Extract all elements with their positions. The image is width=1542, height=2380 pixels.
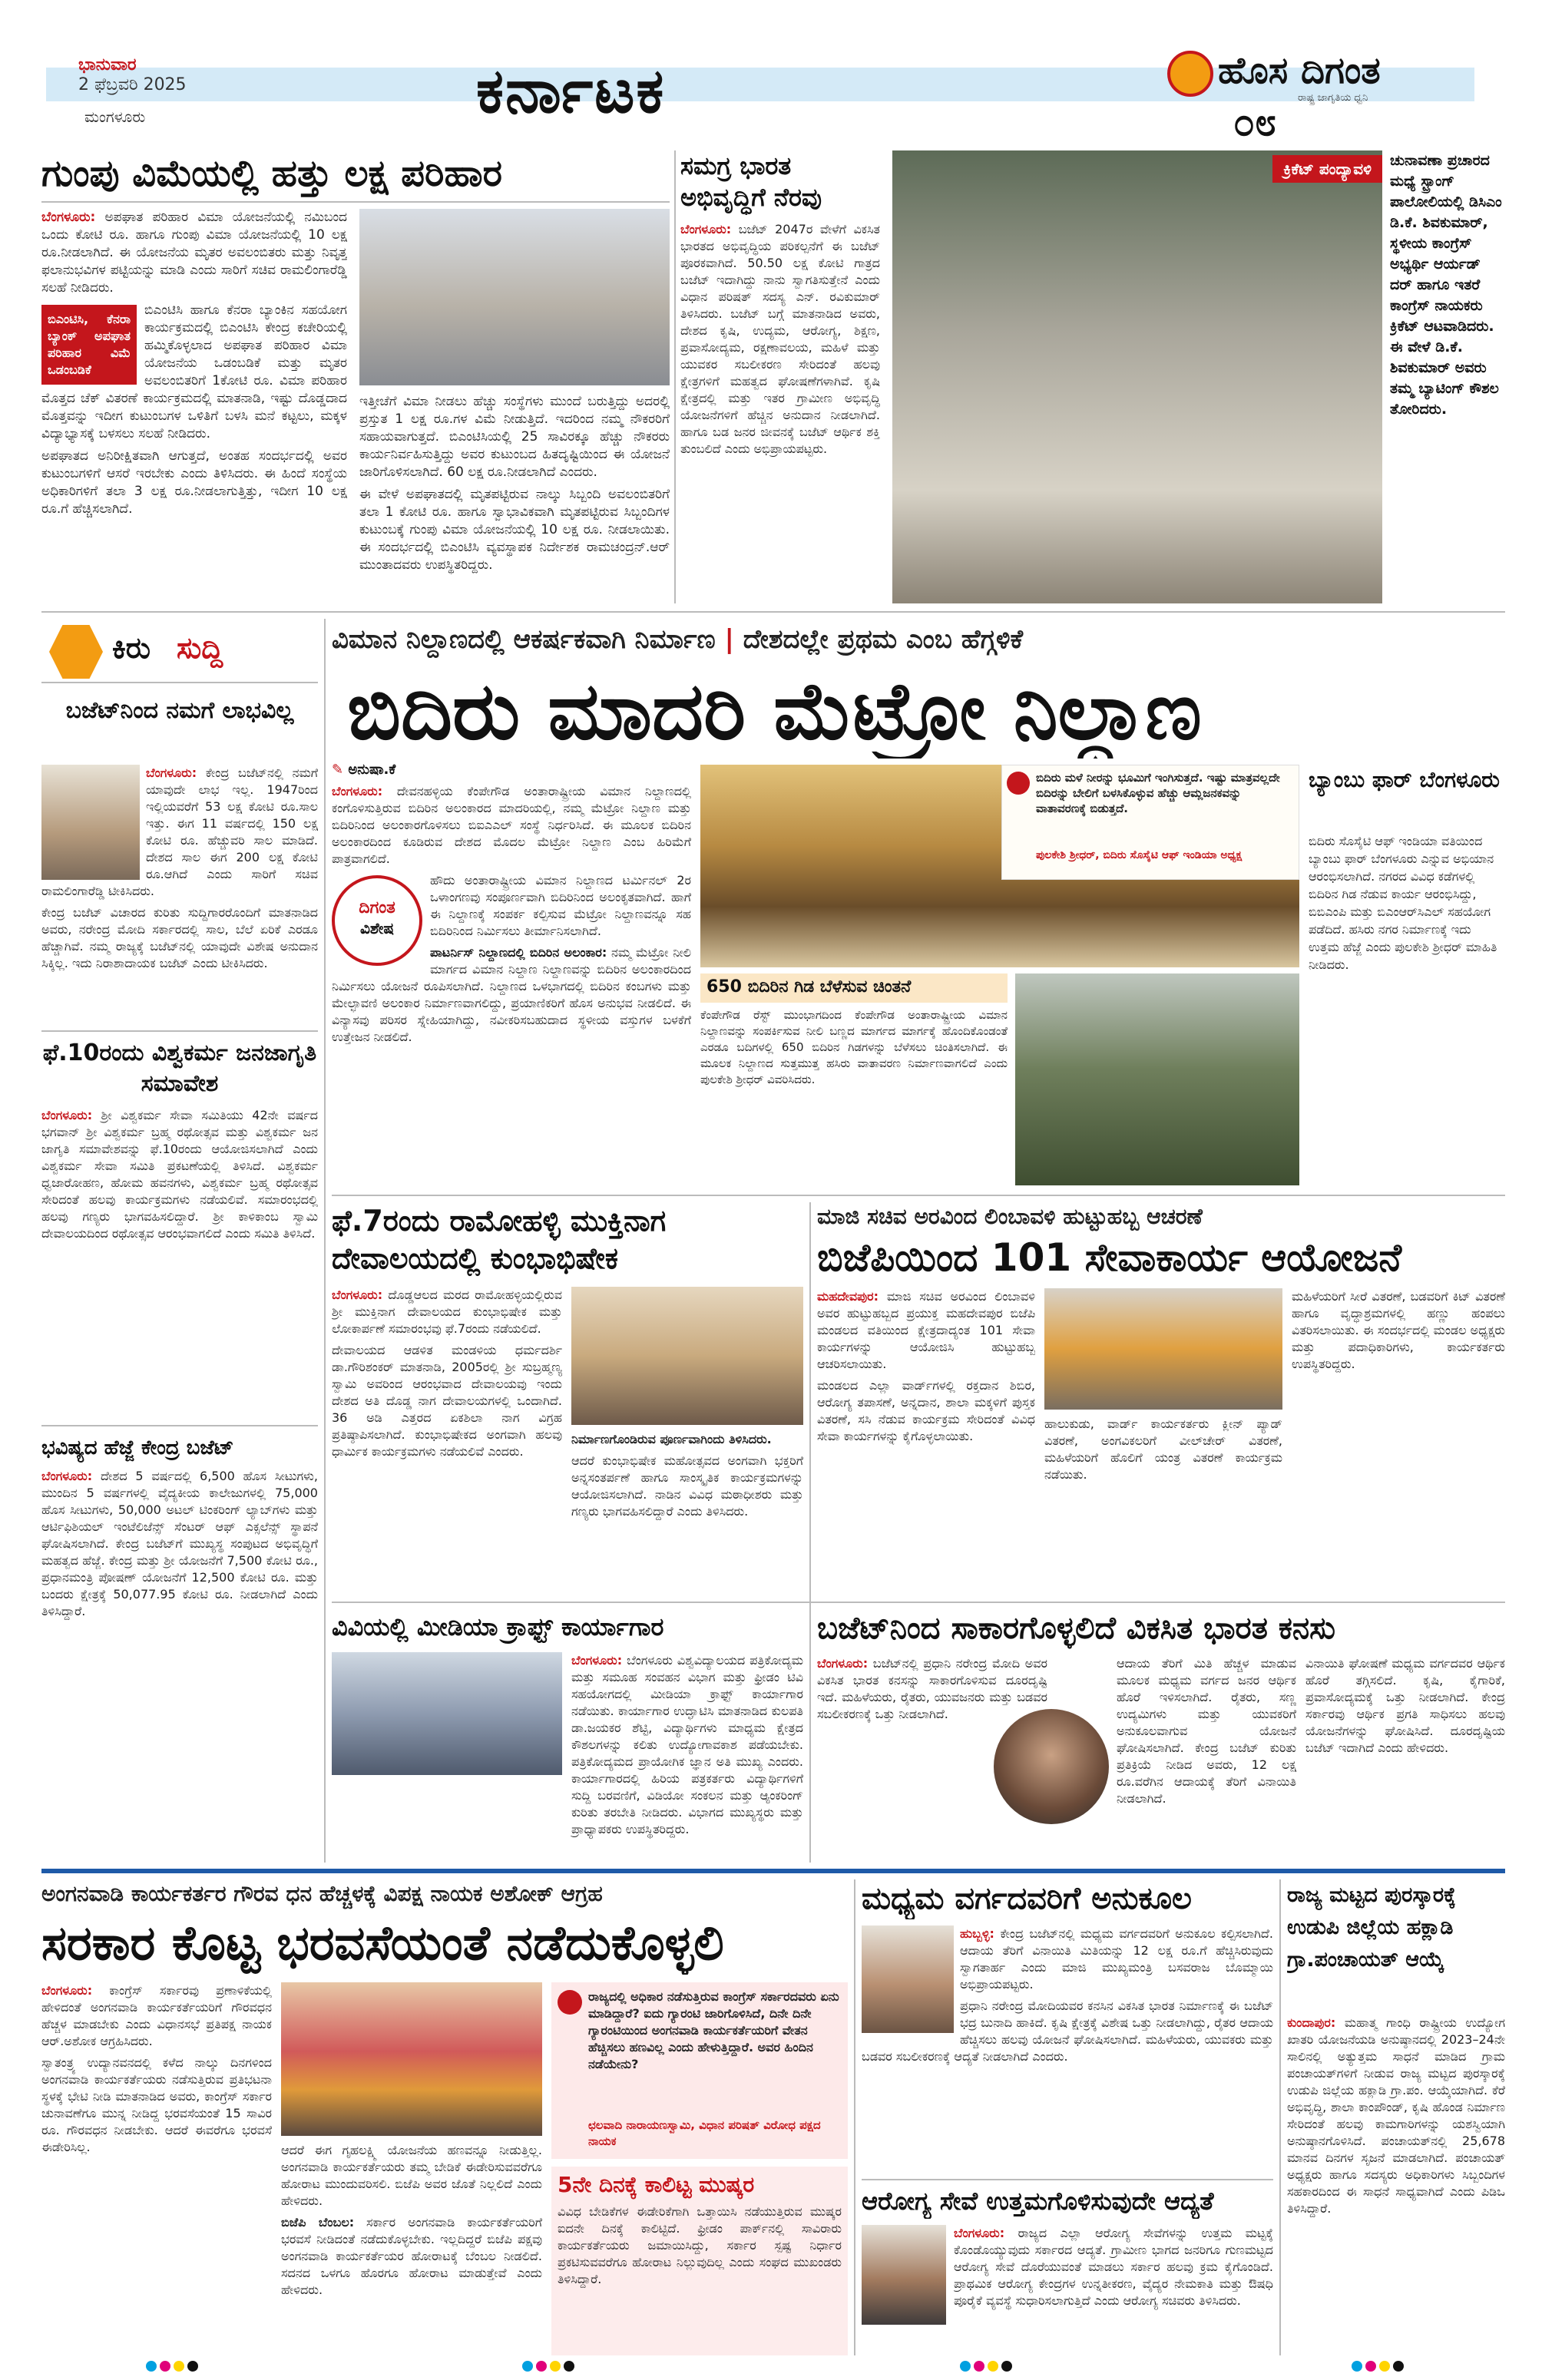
registration-marks-left: [146, 2360, 223, 2374]
bjp-col-2: ಹಾಲುಕುಡು, ವಾರ್ಡ್ ಕಾರ್ಯಕರ್ತರು ಕ್ಲೀನ್ ಪ್ಯಾಡ್ ವಿತರಣೆ, ಅಂಗವಿಕಲರಿಗೆ ವೀಲ್‌ಚೇರ್ ವಿತರಣೆ, ಮಹಿಳೆಯರಿಗೆ ಹೊಲಿಗೆ ಯಂತ್ರ ವಿತರಣೆ ಕಾರ್ಯಕ್ರಮ ನಡೆಯಿತು.: [1044, 1416, 1282, 1482]
body-text: ಇತ್ತೀಚೆಗೆ ವಿಮಾ ನೀಡಲು ಹೆಚ್ಚು ಸಂಸ್ಥೆಗಳು ಮುಂದೆ ಬರುತ್ತಿದ್ದು ಅದರಲ್ಲಿ ಪ್ರಸ್ತುತ 1 ಲಕ್ಷ ರೂ.ಗಳ ವಿಮೆ ನೀಡುತ್ತಿದೆ. ಇದರಿಂದ ನಮ್ಮ ನೌಕರರಿಗೆ ಸಹಾಯವಾಗುತ್ತದೆ. ಬಿಎಂಟಿಸಿಯಲ್ಲಿ 25 ಸಾವಿರಕ್ಕೂ ಹೆಚ್ಚು ನೌಕರರು ಕಾರ್ಯನಿರ್ವಹಿಸುತ್ತಿದ್ದು ಅವರ ಕುಟುಂಬದ ಹಿತದೃಷ್ಟಿಯಿಂದ ಈ ಯೋಜನೆ ಜಾರಿಗೊಳಿಸಲಾಗಿದೆ. 60 ಲಕ್ಷ ರೂ.ನೀಡಲಾಗಿದೆ ಎಂದರು.: [359, 394, 670, 480]
story-body: [680, 221, 880, 602]
body-text: ಮಹಾತ್ಮ ಗಾಂಧಿ ರಾಷ್ಟ್ರೀಯ ಉದ್ಯೋಗ ಖಾತರಿ ಯೋಜನೆಯಡಿ ಅನುಷ್ಠಾನದಲ್ಲಿ 2023–24ನೇ ಸಾಲಿನಲ್ಲಿ ಅತ್ಯುತ್ತಮ ಸಾಧನೆ ಮಾಡಿದ ಗ್ರಾಮ ಪಂಚಾಯತ್‌ಗಳಿಗೆ ನೀಡುವ ರಾಜ್ಯ ಮಟ್ಟದ ಪುರಸ್ಕಾರಕ್ಕೆ ಉಡುಪಿ ಜಿಲ್ಲೆಯ ಹಕ್ಲಾಡಿ ಗ್ರಾ.ಪಂ. ಆಯ್ಕೆಯಾಗಿದೆ. ಕೆರೆ ಅಭಿವೃದ್ಧಿ, ಶಾಲಾ ಕಾಂಪೌಂಡ್, ಕೃಷಿ ಹೊಂಡ ನಿರ್ಮಾಣ ಸೇರಿದಂತೆ ಹಲವು ಕಾಮಗಾರಿಗಳನ್ನು ಯಶಸ್ವಿಯಾಗಿ ಅನುಷ್ಠಾನಗೊಳಿಸಿದೆ. ಪಂಚಾಯತ್‌ನಲ್ಲಿ 25,678 ಮಾನವ ದಿನಗಳ ಸೃಜನೆ ಮಾಡಲಾಗಿದೆ. ಪಂಚಾಯತ್ ಅಧ್ಯಕ್ಷರು ಹಾಗೂ ಸದಸ್ಯರು ಅಧಿಕಾರಿಗಳು ಸಿಬ್ಬಂದಿಗಳ ಸಹಕಾರದಿಂದ ಈ ಸಾಧನೆ ಸಾಧ್ಯವಾಗಿದೆ ಎಂದು ಪಿಡಿಒ ತಿಳಿಸಿದ್ದಾರೆ.: [1287, 2015, 1505, 2216]
body-text: ಕೇಂದ್ರ ಬಜೆಟ್‌ನಲ್ಲಿ ಮಧ್ಯಮ ವರ್ಗದವರಿಗೆ ಅನುಕೂಲ ಕಲ್ಪಿಸಲಾಗಿದೆ. ಆದಾಯ ತೆರಿಗೆ ವಿನಾಯಿತಿ ಮಿತಿಯನ್ನು 12 ಲಕ್ಷ ರೂ.ಗೆ ಹೆಚ್ಚಿಸಿರುವುದು ಸ್ವಾಗತಾರ್ಹ ಎಂದು ಮಾಜಿ ಮುಖ್ಯಮಂತ್ರಿ ಬಸವರಾಜ ಬೊಮ್ಮಾಯಿ ಅಭಿಪ್ರಾಯಪಟ್ಟರು.: [960, 1926, 1273, 1992]
metro-col-1: [332, 783, 691, 1185]
quote-author: ಪುಲಕೇಶಿ ಶ್ರೀಧರ್, ಬಿದಿರು ಸೊಸೈಟಿ ಆಫ್ ಇಂಡಿಯಾ ಅಧ್ಯಕ್ಷ: [1036, 849, 1243, 861]
speaker-photo: [994, 1709, 1109, 1824]
subhead: ಬಿಜೆಪಿ ಬೆಂಬಲ:: [281, 2215, 355, 2230]
masthead-day: ಭಾನುವಾರ: [78, 55, 137, 74]
kiru-title-a: ಕಿರು: [112, 631, 151, 665]
body-text: ಬಜೆಟ್ 2047ರ ವೇಳೆಗೆ ವಿಕಸಿತ ಭಾರತದ ಅಭಿವೃದ್ಧಿಯ ಪರಿಕಲ್ಪನೆಗೆ ಈ ಬಜೆಟ್ ಪೂರಕವಾಗಿದೆ. 50.50 ಲಕ್ಷ ಕೋಟಿ ಗಾತ್ರದ ಬಜೆಟ್ ಇದಾಗಿದ್ದು ನಾನು ಸ್ವಾಗತಿಸುತ್ತೇನೆ ಎಂದು ವಿಧಾನ ಪರಿಷತ್ ಸದಸ್ಯ ಎನ್. ರವಿಕುಮಾರ್ ತಿಳಿಸಿದರು. ಬಜೆಟ್ ಬಗ್ಗೆ ಮಾತನಾಡಿದ ಅವರು, ದೇಶದ ಕೃಷಿ, ಉದ್ಯಮ, ಆರೋಗ್ಯ, ಶಿಕ್ಷಣ, ಪ್ರವಾಸೋದ್ಯಮ, ರಕ್ಷಣಾವಲಯ, ಮಹಿಳೆ ಮತ್ತು ಯುವಕರ ಸಬಲೀಕರಣ ಸೇರಿದಂತೆ ಹಲವು ಕ್ಷೇತ್ರಗಳಿಗೆ ಮಹತ್ವದ ಘೋಷಣೆಗಳಾಗಿವೆ. ಕೃಷಿ ಕ್ಷೇತ್ರದಲ್ಲಿ ಮತ್ತು ಇತರ ಗ್ರಾಮೀಣ ಅಭಿವೃದ್ಧಿ ಯೋಜನೆಗಳಿಗೆ ಹೆಚ್ಚಿನ ಅನುದಾನ ನೀಡಲಾಗಿದೆ. ಹಾಗೂ ಬಡ ಜನರ ಜೀವನಕ್ಕೆ ಬಜೆಟ್ ಆರ್ಥಿಕ ಶಕ್ತಿ ತುಂಬಲಿದೆ ಎಂದು ಅಭಿಪ್ರಾಯಪಟ್ಟರು.: [680, 222, 880, 456]
paper-name: ಹೊಸ ದಿಗಂತ: [1218, 49, 1381, 92]
divider: [41, 1425, 318, 1426]
side-body: ಬಿದಿರು ಸೊಸೈಟಿ ಆಫ್ ಇಂಡಿಯಾ ವತಿಯಿಂದ ಬ್ಯಾಂಬು ಫಾರ್ ಬೆಂಗಳೂರು ಎನ್ನುವ ಅಭಿಯಾನ ಆರಂಭಿಸಲಾಗಿದೆ. ನಗರದ ವಿವಿಧ ಕಡೆಗಳಲ್ಲಿ ಬಿದಿರಿನ ಗಿಡ ನೆಡುವ ಕಾರ್ಯ ಆರಂಭಿಸಿದ್ದು, ಬಿಬಿಎಂಪಿ ಮತ್ತು ಬಿಎಂಆರ್‌ಸಿಎಲ್ ಸಹಯೋಗ ಪಡೆದಿದೆ. ಹಸಿರು ನಗರ ನಿರ್ಮಾಣಕ್ಕೆ ಇದು ಉತ್ತಮ ಹೆಜ್ಜೆ ಎಂದು ಪುಲಕೇಶಿ ಶ್ರೀಧರ್ ಮಾಹಿತಿ ನೀಡಿದರು.: [1309, 834, 1497, 972]
dateline: ಬೆಂಗಳೂರು:: [680, 222, 732, 236]
story-bamboo-metro: [332, 619, 1505, 1187]
paper-logo: [1167, 48, 1474, 104]
dateline: ಬೆಂಗಳೂರು:: [571, 1653, 623, 1668]
dateline: ಬೆಂಗಳೂರು:: [817, 1656, 869, 1671]
sidebar-text: ಬಿಎಂಟಿಸಿ, ಕೆನರಾ ಬ್ಯಾಂಕ್ ಅಪಘಾತ ಪರಿಹಾರ ವಿಮೆ ಒಡಂಬಡಿಕೆ: [48, 312, 131, 377]
bjp-col-3: ಮಹಿಳೆಯರಿಗೆ ಸೀರೆ ವಿತರಣೆ, ಬಡವರಿಗೆ ಕಿಟ್ ವಿತರಣೆ ಹಾಗೂ ವೃದ್ಧಾಶ್ರಮಗಳಲ್ಲಿ ಹಣ್ಣು ಹಂಪಲು ವಿತರಿಸಲಾಯಿತು. ಈ ಸಂದರ್ಭದಲ್ಲಿ ಮಂಡಲ ಅಧ್ಯಕ್ಷರು ಮತ್ತು ಪದಾಧಿಕಾರಿಗಳು, ಕಾರ್ಯಕರ್ತರು ಉಪಸ್ಥಿತರಿದ್ದರು.: [1292, 1289, 1505, 1371]
column-divider: [854, 1879, 855, 2355]
body-text: ದೇವನಹಳ್ಳಿಯ ಕೆಂಪೇಗೌಡ ಅಂತಾರಾಷ್ಟ್ರೀಯ ವಿಮಾನ ನಿಲ್ದಾಣದಲ್ಲಿ ಕಂಗೊಳಿಸುತ್ತಿರುವ ಬಿದಿರಿನ ಅಲಂಕಾರದ ಮಾದರಿಯಲ್ಲಿ, ನಮ್ಮ ಮೆಟ್ರೋ ನಿಲ್ದಾಣ ಮತ್ತು ಬಿದಿರಿನಿಂದ ಅಲಂಕಾರಗೊಳಿಸಲು ಬಿಐಎಎಲ್ ಸಂಸ್ಥೆ ನಿರ್ಧರಿಸಿದೆ. ಈ ಮೂಲಕ ಬಿದಿರಿನ ಅಲಂಕಾರದಿಂದ ಕೂಡಿರುವ ದೇಶದ ಮೊದಲ ಮೆಟ್ರೋ ನಿಲ್ದಾಣ ಎಂಬ ಹಿರಿಮೆಗೆ ಪಾತ್ರವಾಗಲಿದೆ.: [332, 784, 691, 866]
divider: [862, 2179, 1273, 2180]
headline: ಬಿದಿರು ಮಾದರಿ ಮೆಟ್ರೋ ನಿಲ್ದಾಣ: [347, 665, 1202, 758]
story-development: [680, 150, 880, 603]
column-divider: [324, 619, 326, 1863]
dateline: ಬೆಂಗಳೂರು:: [41, 1983, 93, 1998]
section-title: ಕರ್ನಾಟಕ: [476, 55, 666, 127]
story-award: [1287, 1879, 1505, 2355]
middle-class-body: [862, 1925, 1273, 2170]
registration-marks-mid-1: [522, 2360, 599, 2374]
kiru-item-3-body: [41, 1468, 318, 1700]
logo-emblem-icon: [1167, 51, 1213, 97]
headline: ಮಧ್ಯಮ ವರ್ಗದವರಿಗೆ ಅನುಕೂಲ: [862, 1881, 1192, 1916]
temple-col-2: [571, 1431, 803, 1591]
dateline: ಬೆಂಗಳೂರು:: [332, 1288, 383, 1302]
story-anganwadi: [41, 1879, 848, 2355]
body-text: ಬಜೆಟ್‌ನಲ್ಲಿ ಪ್ರಧಾನಿ ನರೇಂದ್ರ ಮೋದಿ ಅವರ ವಿಕಸಿತ ಭಾರತ ಕನಸನ್ನು ಸಾಕಾರಗೊಳಿಸುವ ದೂರದೃಷ್ಟಿ ಇದೆ. ಮಹಿಳೆಯರು, ರೈತರು, ಯುವಜನರು ಮತ್ತು ಬಡವರ ಸಬಲೀಕರಣಕ್ಕೆ ಒತ್ತು ನೀಡಲಾಗಿದೆ.: [817, 1656, 1047, 1721]
story-col-2: [359, 393, 670, 600]
bjp-event-photo: [1044, 1288, 1282, 1410]
story-col-1: [41, 209, 347, 600]
body-text: ನಮ್ಮ ಮೆಟ್ರೋ ನೀಲಿ ಮಾರ್ಗದ ವಿಮಾನ ನಿಲ್ದಾಣ ನಿಲ್ದಾಣವನ್ನು ಬಿದಿರಿನ ಅಲಂಕಾರದಿಂದ ನಿರ್ಮಿಸಲು ಯೋಜನೆ ರೂಪಿಸಲಾಗಿದೆ. ನಿಲ್ದಾಣದ ಒಳಭಾಗದಲ್ಲಿ ಬಿದಿರಿನ ಕಂಬಗಳು ಮತ್ತು ಮೇಲ್ಛಾವಣಿ ಅಲಂಕಾರ ನಿರ್ಮಾಣವಾಗಲಿದ್ದು, ಪ್ರಯಾಣಿಕರಿಗೆ ಹೊಸ ಅನುಭವ ನೀಡಲಿದೆ. ಈ ವಿನ್ಯಾಸವು ಪರಿಸರ ಸ್ನೇಹಿಯಾಗಿದ್ದು, ನವೀಕರಿಸಬಹುದಾದ ಸ್ಥಳೀಯ ವಸ್ತುಗಳ ಬಳಕೆಗೆ ಉತ್ತೇಜನ ನೀಡಲಿದೆ.: [332, 945, 691, 1044]
divider: [41, 611, 1505, 613]
strike-box: [551, 2167, 848, 2355]
quote-box: [1001, 765, 1299, 880]
inset-bamboo-plantation: [700, 973, 1008, 1185]
strike-title: 5ನೇ ದಿನಕ್ಕೆ ಕಾಲಿಟ್ಟ ಮುಷ್ಕರ: [558, 2172, 755, 2197]
sidebar-box: [41, 305, 137, 385]
cricket-photo: [892, 150, 1382, 603]
finger-icon: [49, 625, 103, 679]
dateline: ಬೆಂಗಳೂರು:: [954, 2226, 1005, 2240]
body-text: ಸ್ವಾತಂತ್ರ್ಯ ಉದ್ಯಾನವನದಲ್ಲಿ ಕಳೆದ ನಾಲ್ಕು ದಿನಗಳಿಂದ ಅಂಗನವಾಡಿ ಕಾರ್ಯಕರ್ತೆಯರು ನಡೆಸುತ್ತಿರುವ ಪ್ರತಿಭಟನಾ ಸ್ಥಳಕ್ಕೆ ಭೇಟಿ ನೀಡಿ ಮಾತನಾಡಿದ ಅವರು, ಕಾಂಗ್ರೆಸ್ ಸರ್ಕಾರ ಚುನಾವಣೆಗೂ ಮುನ್ನ ನೀಡಿದ್ದ ಭರವಸೆಯಂತೆ 15 ಸಾವಿರ ರೂ. ಗೌರವಧನ ನೀಡಬೇಕು. ಆದರೆ ಈವರೆಗೂ ಭರವಸೆ ಈಡೇರಿಸಿಲ್ಲ.: [41, 2055, 272, 2154]
anganwadi-protest-photo: [281, 1982, 542, 2136]
media-body: [332, 1652, 803, 1870]
headline: ಗುಂಪು ವಿಮೆಯಲ್ಲಿ ಹತ್ತು ಲಕ್ಷ ಪರಿಹಾರ: [41, 152, 502, 195]
body-text: ಹೌದು ಅಂತಾರಾಷ್ಟ್ರೀಯ ವಿಮಾನ ನಿಲ್ದಾಣದ ಟರ್ಮಿನಲ್ 2ರ ಒಳಾಂಗಣವು ಸಂಪೂರ್ಣವಾಗಿ ಬಿದಿರಿನಿಂದ ಅಲಂಕೃತವಾಗಿದೆ. ಹಾಗೆ ಈ ನಿಲ್ದಾಣಕ್ಕೆ ಸಂಪರ್ಕ ಕಲ್ಪಿಸುವ ಮೆಟ್ರೋ ನಿಲ್ದಾಣವನ್ನೂ ಸಹ ಬಿದಿರಿನಿಂದ ನಿರ್ಮಿಸಲು ತೀರ್ಮಾನಿಸಲಾಗಿದೆ.: [430, 873, 691, 938]
kiru-item-3-headline: ಭವಿಷ್ಯದ ಹೆಜ್ಜೆ ಕೇಂದ್ರ ಬಜೆಟ್: [41, 1436, 234, 1459]
ashok-col-1: [41, 1982, 272, 2355]
badge-text-b: ವಿಶೇಷ: [359, 919, 395, 937]
strike-body: ವಿವಿಧ ಬೇಡಿಕೆಗಳ ಈಡೇರಿಕೆಗಾಗಿ ಒತ್ತಾಯಿಸಿ ನಡೆಯುತ್ತಿರುವ ಮುಷ್ಕರ ಐದನೇ ದಿನಕ್ಕೆ ಕಾಲಿಟ್ಟಿದೆ. ಫ್ರೀಡಂ ಪಾರ್ಕ್‌ನಲ್ಲಿ ಸಾವಿರಾರು ಕಾರ್ಯಕರ್ತೆಯರು ಜಮಾಯಿಸಿದ್ದು, ಸರ್ಕಾರ ಸ್ಪಷ್ಟ ನಿರ್ಧಾರ ಪ್ರಕಟಿಸುವವರೆಗೂ ಹೋರಾಟ ನಿಲ್ಲುವುದಿಲ್ಲ ಎಂದು ಸಂಘದ ಮುಖಂಡರು ತಿಳಿಸಿದ್ದಾರೆ.: [558, 2204, 842, 2286]
quote-text: ಬಿದಿರು ಮಳೆ ನೀರನ್ನು ಭೂಮಿಗೆ ಇಂಗಿಸುತ್ತದೆ. ಇಷ್ಟು ಮಾತ್ರವಲ್ಲದೇ ಬಿದಿರನ್ನು ಬೇಲಿಗೆ ಬಳಸಿಕೊಳ್ಳುವ ಹೆಚ್ಚು ಆಮ್ಲಜನಕವನ್ನು ವಾತಾವರಣಕ್ಕೆ ಬಿಡುತ್ತದೆ.: [1036, 771, 1280, 815]
pen-icon: ✎: [332, 762, 349, 778]
body-text: ಶ್ರೀ ವಿಶ್ವಕರ್ಮ ಸೇವಾ ಸಮಿತಿಯು 42ನೇ ವರ್ಷದ ಭಗವಾನ್ ಶ್ರೀ ವಿಶ್ವಕರ್ಮ ಬ್ರಹ್ಮ ರಥೋತ್ಸವ ಮತ್ತು ವಿಶ್ವಕರ್ಮ ಜನ ಜಾಗೃತಿ ಸಮಾವೇಶವನ್ನು ಫೆ.10ರಂದು ಆಯೋಜಿಸಲಾಗಿದೆ ಎಂದು ವಿಶ್ವಕರ್ಮ ಸೇವಾ ಸಮಿತಿ ಪ್ರಕಟಣೆಯಲ್ಲಿ ತಿಳಿಸಿದೆ. ವಿಶ್ವಕರ್ಮ ಧ್ವಜಾರೋಹಣ, ಹೋಮ ಹವನಗಳು, ವಿಶ್ವಕರ್ಮ ಬ್ರಹ್ಮ ರಥೋತ್ಸವ ಸೇರಿದಂತೆ ಹಲವು ಕಾರ್ಯಕ್ರಮಗಳು ನಡೆಯಲಿವೆ. ಸಮಾರಂಭದಲ್ಲಿ ಹಲವು ಗಣ್ಯರು ಭಾಗವಹಿಸಲಿದ್ದಾರೆ. ಶ್ರೀ ಕಾಳಿಕಾಂಬ ಸ್ವಾಮಿ ದೇವಾಲಯದಿಂದ ರಥೋತ್ಸವ ಆರಂಭವಾಗಲಿದೆ ಎಂದು ಸಮಿತಿ ತಿಳಿಸಿದೆ.: [41, 1108, 318, 1241]
divider: [41, 201, 670, 203]
paper-tagline: ರಾಷ್ಟ್ರ ಜಾಗೃತಿಯ ಧ್ವನಿ: [1298, 92, 1368, 104]
health-body: [954, 2225, 1273, 2352]
body-text: ದೇವಾಲಯದ ಆಡಳಿತ ಮಂಡಳಿಯ ಧರ್ಮದರ್ಶಿ ಡಾ.ಗೌರಿಶಂಕರ್ ಮಾತನಾಡಿ, 2005ರಲ್ಲಿ ಶ್ರೀ ಸುಬ್ರಹ್ಮಣ್ಯ ಸ್ವಾಮಿ ಅವರಿಂದ ಆರಂಭವಾದ ದೇವಾಲಯವು ಇಂದು ದೇಶದ ಅತಿ ದೊಡ್ಡ ನಾಗ ದೇವಾಲಯಗಳಲ್ಲಿ ಒಂದಾಗಿದೆ. 36 ಅಡಿ ಎತ್ತರದ ಏಕಶಿಲಾ ನಾಗ ವಿಗ್ರಹ ಪ್ರತಿಷ್ಠಾಪಿಸಲಾಗಿದೆ. ಕುಂಭಾಭಿಷೇಕದ ಅಂಗವಾಗಿ ಹಲವು ಧಾರ್ಮಿಕ ಕಾರ್ಯಕ್ರಮಗಳು ನಡೆಯಲಿವೆ ಎಂದರು.: [332, 1343, 562, 1459]
quote-icon: [1007, 772, 1030, 795]
story-bjp-service: [817, 1202, 1505, 1594]
column-divider: [674, 150, 676, 603]
body-text: ಸರ್ಕಾರ ಅಂಗನವಾಡಿ ಕಾರ್ಯಕರ್ತೆಯರಿಗೆ ಭರವಸೆ ನೀಡಿದಂತೆ ನಡೆದುಕೊಳ್ಳಬೇಕು. ಇಲ್ಲದಿದ್ದರೆ ಬಿಜೆಪಿ ಪಕ್ಷವು ಅಂಗನವಾಡಿ ಕಾರ್ಯಕರ್ತೆಯರ ಹೋರಾಟಕ್ಕೆ ಬೆಂಬಲ ನೀಡಲಿದೆ. ಸದನದ ಒಳಗೂ ಹೊರಗೂ ಹೋರಾಟ ಮಾಡುತ್ತೇವೆ ಎಂದು ಹೇಳಿದರು.: [281, 2215, 542, 2297]
viksit-col-3: ವಿನಾಯಿತಿ ಘೋಷಣೆ ಮಧ್ಯಮ ವರ್ಗದವರ ಆರ್ಥಿಕ ಹೊರೆ ತಗ್ಗಿಸಲಿದೆ. ಕೃಷಿ, ಕೈಗಾರಿಕೆ, ಪ್ರವಾಸೋದ್ಯಮಕ್ಕೆ ಒತ್ತು ನೀಡಲಾಗಿದೆ. ಕೇಂದ್ರ ಸರ್ಕಾರವು ಆರ್ಥಿಕ ಪ್ರಗತಿ ಸಾಧಿಸಲು ಹಲವು ಯೋಜನೆಗಳನ್ನು ಘೋಷಿಸಿದೆ. ದೂರದೃಷ್ಟಿಯ ಬಜೆಟ್ ಇದಾಗಿದೆ ಎಂದು ಹೇಳಿದರು.: [1305, 1656, 1505, 1755]
masthead: [0, 0, 1542, 154]
kicker: [332, 619, 1505, 662]
kiru-item-2-body: [41, 1107, 318, 1420]
photo-caption: ನಿರ್ಮಾಣಗೊಂಡಿರುವ ಪೂರ್ಣವಾಗಿಂದು ತಿಳಿಸಿದರು.: [571, 1432, 772, 1446]
kiru-title-b: ಸುದ್ದಿ: [177, 631, 223, 665]
subhead: ಪಾಟರ್ನಿಸ್ ನಿಲ್ದಾಣದಲ್ಲಿ ಬಿದಿರಿನ ಅಲಂಕಾರ:: [430, 945, 607, 960]
kicker-separator: |: [724, 624, 734, 655]
body-text: ಈ ವೇಳೆ ಅಪಘಾತದಲ್ಲಿ ಮೃತಪಟ್ಟಿರುವ ನಾಲ್ಕು ಸಿಬ್ಬಂದಿ ಅವಲಂಬಿತರಿಗೆ ತಲಾ 1 ಕೋಟಿ ರೂ. ಹಾಗೂ ಸ್ವಾಭಾವಿಕವಾಗಿ ಮೃತಪಟ್ಟಿರುವ ಸಿಬ್ಬಂದಿಗಳ ಕುಟುಂಬಕ್ಕೆ ಗುಂಪು ವಿಮಾ ಯೋಜನೆಯಲ್ಲಿ 10 ಲಕ್ಷ ರೂ. ನೀಡಲಾಯಿತು. ಈ ಸಂದರ್ಭದಲ್ಲಿ ಬಿಎಂಟಿಸಿ ವ್ಯವಸ್ಥಾಪಕ ನಿರ್ದೇಶಕ ರಾಮಚಂದ್ರನ್.ಆರ್ ಮುಂತಾದವರು ಉಪಸ್ಥಿತರಿದ್ದರು.: [359, 487, 670, 573]
masthead-city: ಮಂಗಳೂರು: [84, 107, 146, 126]
body-text: ಬೆಂಗಳೂರು ವಿಶ್ವವಿದ್ಯಾಲಯದ ಪತ್ರಿಕೋದ್ಯಮ ಮತ್ತು ಸಮೂಹ ಸಂವಹನ ವಿಭಾಗ ಮತ್ತು ಫ್ರೀಡಂ ಟಿವಿ ಸಹಯೋಗದಲ್ಲಿ ಮೀಡಿಯಾ ಕ್ರಾಫ್ಟ್ ಕಾರ್ಯಾಗಾರ ನಡೆಯಿತು. ಕಾರ್ಯಾಗಾರ ಉದ್ಘಾಟಿಸಿ ಮಾತನಾಡಿದ ಕುಲಪತಿ ಡಾ.ಜಯಕರ ಶೆಟ್ಟಿ, ವಿದ್ಯಾರ್ಥಿಗಳು ಮಾಧ್ಯಮ ಕ್ಷೇತ್ರದ ಕೌಶಲಗಳನ್ನು ಕಲಿತು ಉದ್ಯೋಗಾವಕಾಶ ಪಡೆಯಬೇಕು. ಪತ್ರಿಕೋದ್ಯಮದ ಪ್ರಾಯೋಗಿಕ ಜ್ಞಾನ ಅತಿ ಮುಖ್ಯ ಎಂದರು. ಕಾರ್ಯಾಗಾರದಲ್ಲಿ ಹಿರಿಯ ಪತ್ರಕರ್ತರು ವಿದ್ಯಾರ್ಥಿಗಳಿಗೆ ಸುದ್ದಿ ಬರವಣಿಗೆ, ವಿಡಿಯೋ ಸಂಕಲನ ಮತ್ತು ಆ್ಯಂಕರಿಂಗ್ ಕುರಿತು ತರಬೇತಿ ನೀಡಿದರು. ವಿಭಾಗದ ಮುಖ್ಯಸ್ಥರು ಮತ್ತು ಪ್ರಾಧ್ಯಾಪಕರು ಉಪಸ್ಥಿತರಿದ್ದರು.: [571, 1653, 803, 1836]
award-body: [1287, 2015, 1505, 2355]
kiru-suddi-column: [41, 619, 318, 1916]
body-text: ಕೇಂದ್ರ ಬಜೆಟ್ ವಿಚಾರದ ಕುರಿತು ಸುದ್ದಿಗಾರರೊಂದಿಗೆ ಮಾತನಾಡಿದ ಅವರು, ನರೇಂದ್ರ ಮೋದಿ ಸರ್ಕಾರದಲ್ಲಿ ಸಾಲ, ಬೆಲೆ ಏರಿಕೆ ಎರಡೂ ಹೆಚ್ಚಾಗಿವೆ. ನಮ್ಮ ರಾಜ್ಯಕ್ಕೆ ಬಜೆಟ್‌ನಲ್ಲಿ ಯಾವುದೇ ವಿಶೇಷ ಅನುದಾನ ಸಿಕ್ಕಿಲ್ಲ. ಇದು ನಿರಾಶಾದಾಯಕ ಬಜೆಟ್ ಎಂದು ಟೀಕಿಸಿದರು.: [41, 905, 318, 970]
quote-icon: [558, 1990, 582, 2015]
badge-text-a: ದಿಗಂತ: [359, 898, 395, 917]
body-text: ಅಪಘಾತ ಪರಿಹಾರ ವಿಮಾ ಯೋಜನೆಯಲ್ಲಿ ನಮಿಬಂದ ಒಂದು ಕೋಟಿ ರೂ. ಹಾಗೂ ಗುಂಪು ವಿಮಾ ಯೋಜನೆಯಲ್ಲಿ 10 ಲಕ್ಷ ರೂ.ನೀಡಲಾಗಿದೆ. ಈ ಯೋಜನೆಯ ಮೃತರ ಅವಲಂಬಿತರು ಮತ್ತು ನಿವೃತ್ತ ಫಲಾನುಭವಿಗಳ ಪಟ್ಟಿಯನ್ನು ಮಾಡಿ ಎಂದು ಸಾರಿಗೆ ಸಚಿವ ರಾಮಲಿಂಗಾರೆಡ್ಡಿ ಸಲಹೆ ನೀಡಿದರು.: [41, 210, 347, 296]
viksit-col-2: ಆದಾಯ ತೆರಿಗೆ ಮಿತಿ ಹೆಚ್ಚಳ ಮಾಡುವ ಮೂಲಕ ಮಧ್ಯಮ ವರ್ಗದ ಜನರ ಆರ್ಥಿಕ ಹೊರೆ ಇಳಿಸಲಾಗಿದೆ. ರೈತರು, ಸಣ್ಣ ಉದ್ಯಮಿಗಳು ಮತ್ತು ಯುವಕರಿಗೆ ಅನುಕೂಲವಾಗುವ ಯೋಜನೆ ಘೋಷಿಸಲಾಗಿದೆ. ಕೇಂದ್ರ ಬಜೆಟ್ ಕುರಿತು ಪ್ರತಿಕ್ರಿಯೆ ನೀಡಿದ ಅವರು, 12 ಲಕ್ಷ ರೂ.ವರೆಗಿನ ಆದಾಯಕ್ಕೆ ತೆರಿಗೆ ವಿನಾಯಿತಿ ನೀಡಲಾಗಿದೆ.: [1117, 1656, 1296, 1806]
dateline: ಬೆಂಗಳೂರು:: [146, 765, 197, 780]
registration-marks-mid-2: [960, 2360, 1037, 2374]
cricket-label: ಕ್ರಿಕೆಟ್ ಪಂದ್ಯಾವಳಿ: [1272, 155, 1382, 183]
side-title: ಬ್ಯಾಂಬು ಫಾರ್ ಬೆಂಗಳೂರು: [1309, 767, 1500, 792]
story-health: [862, 2179, 1273, 2355]
body-text: ಪ್ರಧಾನಿ ನರೇಂದ್ರ ಮೋದಿಯವರ ಕನಸಿನ ವಿಕಸಿತ ಭಾರತ ನಿರ್ಮಾಣಕ್ಕೆ ಈ ಬಜೆಟ್ ಭದ್ರ ಬುನಾದಿ ಹಾಕಿದೆ. ಕೃಷಿ ಕ್ಷೇತ್ರಕ್ಕೆ ವಿಶೇಷ ಒತ್ತು ನೀಡಲಾಗಿದ್ದು, ರೈತರ ಆದಾಯ ಹೆಚ್ಚಿಸಲು ಹಲವು ಯೋಜನೆ ಘೋಷಿಸಲಾಗಿದೆ. ಮಹಿಳೆಯರು, ಯುವಕರು ಮತ್ತು ಬಡವರ ಸಬಲೀಕರಣಕ್ಕೆ ಆದ್ಯತೆ ನೀಡಲಾಗಿದೆ ಎಂದರು.: [862, 1998, 1273, 2064]
cricket-caption: ಚುನಾವಣಾ ಪ್ರಚಾರದ ಮಧ್ಯೆ ಸ್ಟ್ರಾಂಗ್ ಪಾಲೋಲಿಯಲ್ಲಿ ಡಿಸಿಎಂ ಡಿ.ಕೆ. ಶಿವಕುಮಾರ್, ಸ್ಥಳೀಯ ಕಾಂಗ್ರೆಸ್ ಅಭ್ಯರ್ಥಿ ಆರ್ಯಡ್ ದರ್ ಹಾಗೂ ಇತರೆ ಕಾಂಗ್ರೆಸ್ ನಾಯಕರು ಕ್ರಿಕೆಟ್ ಆಟವಾಡಿದರು. ಈ ವೇಳೆ ಡಿ.ಕೆ. ಶಿವಕುಮಾರ್ ಅವರು ತಮ್ಮ ಬ್ಯಾಟಿಂಗ್ ಕೌಶಲ ತೋರಿದರು.: [1390, 152, 1502, 418]
dateline: ಬೆಂಗಳೂರು:: [41, 1108, 93, 1122]
registration-marks-right: [1352, 2360, 1428, 2374]
column-divider: [1279, 1879, 1281, 2355]
dateline: ಮಹದೇವಪುರ:: [817, 1289, 879, 1304]
headline: ಫೆ.7ರಂದು ರಾಮೋಹಳ್ಳಿ ಮುಕ್ತಿನಾಗ ದೇವಾಲಯದಲ್ಲಿ ಕುಂಭಾಭಿಷೇಕ: [332, 1204, 667, 1275]
divider: [332, 1195, 1505, 1196]
story-group-insurance: [41, 150, 670, 603]
body-text: ಬಿಎಂಟಿಸಿ ಹಾಗೂ ಕೆನರಾ ಬ್ಯಾಂಕಿನ ಸಹಯೋಗ ಕಾರ್ಯಕ್ರಮದಲ್ಲಿ ಬಿಎಂಟಿಸಿ ಕೇಂದ್ರ ಕಚೇರಿಯಲ್ಲಿ ಹಮ್ಮಿಕೊಳ್ಳಲಾದ ಅಪಘಾತ ಪರಿಹಾರ ವಿಮಾ ಯೋಜನೆಯ ಒಡಂಬಡಿಕೆ ಮತ್ತು ಮೃತರ ಅವಲಂಬಿತರಿಗೆ 1ಕೋಟಿ ರೂ. ವಿಮಾ ಪರಿಹಾರ ಮೊತ್ತದ ಚೆಕ್ ವಿತರಣೆ ಕಾರ್ಯಕ್ರಮದಲ್ಲಿ ಮಾತನಾಡಿ, ಇಷ್ಟು ದೊಡ್ಡದಾದ ಮೊತ್ತವನ್ನು ಇದೀಗ ಕುಟುಂಬಗಳ ಒಳಿತಿಗೆ ಬಳಸಿ ಮನೆ ಕಟ್ಟಲು, ಮಕ್ಕಳ ವಿದ್ಯಾಭ್ಯಾಸಕ್ಕೆ ಬಳಸಲು ಸಲಹೆ ನೀಡಿದರು.: [41, 302, 347, 441]
byline: [332, 762, 395, 778]
kiru-item-2-headline: ಫೆ.10ರಂದು ವಿಶ್ವಕರ್ಮ ಜನಜಾಗೃತಿ ಸಮಾವೇಶ: [42, 1040, 317, 1097]
quote-box: [551, 1982, 848, 2159]
temple-photo: [571, 1287, 803, 1425]
bjp-col-1: [817, 1288, 1035, 1591]
quote-author: ಛಲವಾದಿ ನಾರಾಯಣಸ್ವಾಮಿ, ವಿಧಾನ ಪರಿಷತ್ ವಿರೋಧ ಪಕ್ಷದ ನಾಯಕ: [588, 2118, 821, 2148]
kiru-suddi-header: [41, 619, 318, 683]
story-temple: [332, 1202, 803, 1594]
body-text: ಕಾಂಗ್ರೆಸ್ ಸರ್ಕಾರವು ಪ್ರಣಾಳಿಕೆಯಲ್ಲಿ ಹೇಳಿದಂತೆ ಅಂಗನವಾಡಿ ಕಾರ್ಯಕರ್ತೆಯರಿಗೆ ಗೌರವಧನ ಹೆಚ್ಚಳ ಮಾಡಬೇಕು ಎಂದು ವಿಧಾನಸಭೆ ಪ್ರತಿಪಕ್ಷ ನಾಯಕ ಆರ್.ಅಶೋಕ ಆಗ್ರಹಿಸಿದರು.: [41, 1983, 272, 2048]
headline: ಬಜೆಟ್‌ನಿಂದ ಸಾಕಾರಗೊಳ್ಳಲಿದೆ ವಿಕಸಿತ ಭಾರತ ಕನಸು: [817, 1611, 1336, 1646]
page-number: ೦೮: [1233, 100, 1276, 144]
kiru-item-1-headline: ಬಜೆಟ್‌ನಿಂದ ನಮಗೆ ಲಾಭವಿಲ್ಲ: [65, 697, 294, 724]
dateline: ಕುಂದಾಪುರ:: [1287, 2015, 1336, 2030]
kicker: ಅಂಗನವಾಡಿ ಕಾರ್ಯಕರ್ತರ ಗೌರವ ಧನ ಹೆಚ್ಚಳಕ್ಕೆ ವಿಪಕ್ಷ ನಾಯಕ ಅಶೋಕ್ ಆಗ್ರಹ: [41, 1881, 603, 1906]
headline: ಸಮಗ್ರ ಭಾರತ ಅಭಿವೃದ್ಧಿಗೆ ನೆರವು: [680, 151, 822, 212]
story-media-craft: [332, 1609, 803, 1870]
dateline: ಬೆಂಗಳೂರು:: [41, 1469, 93, 1483]
kicker-a: ವಿಮಾನ ನಿಲ್ದಾಣದಲ್ಲಿ ಆಕರ್ಷಕವಾಗಿ ನಿರ್ಮಾಣ: [332, 624, 716, 655]
byline-name: ಅನುಷಾ.ಕೆ: [348, 762, 396, 778]
kicker-b: ದೇಶದಲ್ಲೇ ಪ್ರಥಮ ಎಂಬ ಹೆಗ್ಗಳಿಕೆ: [743, 624, 1024, 655]
headline: ವಿವಿಯಲ್ಲಿ ಮೀಡಿಯಾ ಕ್ರಾಫ್ಟ್ ಕಾರ್ಯಾಗಾರ: [332, 1612, 664, 1641]
ashok-col-2: [281, 2142, 542, 2355]
story-middle-class: [862, 1879, 1273, 2171]
body-text: ದೇಶದ 5 ವರ್ಷದಲ್ಲಿ 6,500 ಹೊಸ ಸೀಟುಗಳು, ಮುಂದಿನ 5 ವರ್ಷಗಳಲ್ಲಿ ವೈದ್ಯಕೀಯ ಕಾಲೇಜುಗಳಲ್ಲಿ 75,000 ಹೊಸ ಸೀಟುಗಳು, 50,000 ಅಟಲ್ ಟಿಂಕರಿಂಗ್ ಲ್ಯಾಬ್‌ಗಳು ಮತ್ತು ಆರ್ಟಿಫಿಶಿಯಲ್ ಇಂಟೆಲಿಜೆನ್ಸ್ ಸೆಂಟರ್ ಆಫ್ ಎಕ್ಸಲೆನ್ಸ್ ಸ್ಥಾಪನೆ ಘೋಷಿಸಲಾಗಿದೆ. ಕೇಂದ್ರ ಬಜೆಟ್‌ಗೆ ಮುಖ್ಯಸ್ಥ ಸಂಪುಟದ ಅಭಿವೃದ್ಧಿಗೆ ಮಹತ್ವದ ಹೆಜ್ಜೆ. ಕೇಂದ್ರ ಮತ್ತು ಶ್ರೀ ಯೋಜನೆಗೆ 7,500 ಕೋಟಿ ರೂ., ಪ್ರಧಾನಮಂತ್ರಿ ಪೋಷಣ್ ಯೋಜನೆಗೆ 12,500 ಕೋಟಿ ರೂ. ಮತ್ತು ಬಂದರು ಕ್ಷೇತ್ರಕ್ಕೆ 50,077.95 ಕೋಟಿ ರೂ. ನೀಡಲಾಗಿದೆ ಎಂದು ತಿಳಿಸಿದ್ದಾರೆ.: [41, 1469, 318, 1618]
body-text: ಕೇಂದ್ರ ಬಜೆಟ್‌ನಲ್ಲಿ ನಮಗೆ ಯಾವುದೇ ಲಾಭ ಇಲ್ಲ. 1947ರಿಂದ ಇಲ್ಲಿಯವರೆಗೆ 53 ಲಕ್ಷ ಕೋಟಿ ರೂ.ಸಾಲ ಇತ್ತು. ಈಗ 11 ವರ್ಷದಲ್ಲಿ 150 ಲಕ್ಷ ಕೋಟಿ ರೂ. ಹೆಚ್ಚುವರಿ ಸಾಲ ಮಾಡಿದೆ. ದೇಶದ ಸಾಲ ಈಗ 200 ಲಕ್ಷ ಕೋಟಿ ರೂ.ಆಗಿದೆ ಎಂದು ಸಾರಿಗೆ ಸಚಿವ ರಾಮಲಿಂಗಾರೆಡ್ಡಿ ಟೀಕಿಸಿದರು.: [41, 765, 318, 898]
body-text: ಆದರೆ ಈಗ ಗೃಹಲಕ್ಷ್ಮಿ ಯೋಜನೆಯ ಹಣವನ್ನೂ ನೀಡುತ್ತಿಲ್ಲ. ಅಂಗನವಾಡಿ ಕಾರ್ಯಕರ್ತೆಯರು ತಮ್ಮ ಬೇಡಿಕೆ ಈಡೇರಿಸುವವರೆಗೂ ಹೋರಾಟ ಮುಂದುವರಿಸಲಿ. ಬಿಜೆಪಿ ಅವರ ಜೊತೆ ನಿಲ್ಲಲಿದೆ ಎಂದು ಹೇಳಿದರು.: [281, 2143, 542, 2208]
headline: ಸರಕಾರ ಕೊಟ್ಟ ಭರವಸೆಯಂತೆ ನಡೆದುಕೊಳ್ಳಲಿ: [41, 1915, 724, 1971]
dateline: ಬೆಂಗಳೂರು:: [332, 784, 383, 798]
health-minister-photo: [862, 2225, 946, 2325]
bamboo-for-bengaluru: [1309, 765, 1505, 1185]
digantha-vishesha-badge: [332, 875, 422, 966]
body-text: ಮಂಡಲದ ಎಲ್ಲಾ ವಾರ್ಡ್‌ಗಳಲ್ಲಿ ರಕ್ತದಾನ ಶಿಬಿರ, ಆರೋಗ್ಯ ತಪಾಸಣೆ, ಅನ್ನದಾನ, ಶಾಲಾ ಮಕ್ಕಳಿಗೆ ಪುಸ್ತಕ ವಿತರಣೆ, ಸಸಿ ನೆಡುವ ಕಾರ್ಯಕ್ರಮ ಸೇರಿದಂತೆ ವಿವಿಧ ಸೇವಾ ಕಾರ್ಯಗಳನ್ನು ಕೈಗೊಳ್ಳಲಾಯಿತು.: [817, 1378, 1035, 1443]
temple-col-1: [332, 1287, 562, 1591]
dateline: ಹುಬ್ಬಳ್ಳಿ:: [960, 1926, 994, 1941]
inset-body: ಕೆಂಪೇಗೌಡ ರೆಸ್ಟ್ ಮುಂಭಾಗದಿಂದ ಕೆಂಪೇಗೌಡ ಅಂತಾರಾಷ್ಟ್ರೀಯ ವಿಮಾನ ನಿಲ್ದಾಣವನ್ನು ಸಂಪರ್ಕಿಸುವ ನೀಲಿ ಬಣ್ಣದ ಮಾರ್ಗದ ಮಾರ್ಗಕ್ಕೆ ಹೊಂದಿಕೊಂಡಂತೆ ಎರಡೂ ಬದಿಗಳಲ್ಲಿ 650 ಬಿದಿರಿನ ಗಿಡಗಳನ್ನು ಬೆಳೆಸಲು ಚಿಂತಿಸಲಾಗಿದೆ. ಈ ಮೂಲಕ ನಿಲ್ದಾಣದ ಸುತ್ತಮುತ್ತ ಹಸಿರು ವಾತಾವರಣ ನಿರ್ಮಾಣವಾಗಲಿದೆ ಎಂದು ಪುಲಕೇಶಿ ಶ್ರೀಧರ್ ವಿವರಿಸಿದರು.: [700, 1008, 1008, 1086]
body-text: ಮಾಜಿ ಸಚಿವ ಅರವಿಂದ ಲಿಂಬಾವಳಿ ಅವರ ಹುಟ್ಟುಹಬ್ಬದ ಪ್ರಯುಕ್ತ ಮಹದೇವಪುರ ಬಿಜೆಪಿ ಮಂಡಲದ ವತಿಯಿಂದ ಕ್ಷೇತ್ರದಾದ್ಯಂತ 101 ಸೇವಾ ಕಾರ್ಯಗಳನ್ನು ಆಯೋಜಿಸಿ ಹುಟ್ಟುಹಬ್ಬ ಆಚರಿಸಲಾಯಿತು.: [817, 1289, 1035, 1371]
divider: [41, 1030, 318, 1032]
kicker: ಮಾಜಿ ಸಚಿವ ಅರವಿಂದ ಲಿಂಬಾವಳಿ ಹುಟ್ಟುಹಬ್ಬ ಆಚರಣೆ: [817, 1204, 1203, 1229]
divider: [332, 1602, 1505, 1603]
kiru-item-1-body: [41, 765, 318, 1026]
body-text: ರಾಜ್ಯದ ಎಲ್ಲಾ ಆರೋಗ್ಯ ಸೇವೆಗಳನ್ನು ಉತ್ತಮ ಮಟ್ಟಕ್ಕೆ ಕೊಂಡೊಯ್ಯುವುದು ಸರ್ಕಾರದ ಆದ್ಯತೆ. ಗ್ರಾಮೀಣ ಭಾಗದ ಜನರಿಗೂ ಗುಣಮಟ್ಟದ ಆರೋಗ್ಯ ಸೇವೆ ದೊರೆಯುವಂತೆ ಮಾಡಲು ಸರ್ಕಾರ ಹಲವು ಕ್ರಮ ಕೈಗೊಂಡಿದೆ. ಪ್ರಾಥಮಿಕ ಆರೋಗ್ಯ ಕೇಂದ್ರಗಳ ಉನ್ನತೀಕರಣ, ವೈದ್ಯರ ನೇಮಕಾತಿ ಮತ್ತು ಔಷಧಿ ಪೂರೈಕೆ ವ್ಯವಸ್ಥೆ ಸುಧಾರಿಸಲಾಗುತ್ತಿದೆ ಎಂದು ಆರೋಗ್ಯ ಸಚಿವರು ತಿಳಿಸಿದರು.: [954, 2226, 1273, 2308]
story-viksit-bharat: [817, 1609, 1505, 1870]
bamboo-plant-photo: [1015, 973, 1299, 1185]
masthead-date: 2 ಫೆಬ್ರವರಿ 2025: [78, 75, 187, 94]
headline: ಬಿಜೆಪಿಯಿಂದ 101 ಸೇವಾಕಾರ್ಯ ಆಯೋಜನೆ: [817, 1235, 1402, 1280]
dateline: ಬೆಂಗಳೂರು:: [41, 210, 96, 225]
headline: ರಾಜ್ಯ ಮಟ್ಟದ ಪುರಸ್ಕಾರಕ್ಕೆ ಉಡುಪಿ ಜಿಲ್ಲೆಯ ಹಕ್ಲಾಡಿ ಗ್ರಾ.ಪಂಚಾಯತ್ ಆಯ್ಕೆ: [1287, 1883, 1456, 1972]
minister-photo: [41, 765, 140, 880]
body-text: ದೊಡ್ಡಆಲದ ಮರದ ರಾಮೋಹಳ್ಳಿಯಲ್ಲಿರುವ ಶ್ರೀ ಮುಕ್ತಿನಾಗ ದೇವಾಲಯದ ಕುಂಭಾಭಿಷೇಕ ಮತ್ತು ಲೋಕಾರ್ಪಣೆ ಸಮಾರಂಭವು ಫೆ.7ರಂದು ನಡೆಯಲಿದೆ.: [332, 1288, 562, 1336]
quote-text: ರಾಜ್ಯದಲ್ಲಿ ಅಧಿಕಾರ ನಡೆಸುತ್ತಿರುವ ಕಾಂಗ್ರೆಸ್ ಸರ್ಕಾರದವರು ಏನು ಮಾಡಿದ್ದಾರೆ? ಐದು ಗ್ಯಾರಂಟಿ ಜಾರಿಗೊಳಿಸಿದೆ, ದಿನೇ ದಿನೇ ಗ್ಯಾರಂಟಿಯಿಂದ ಅಂಗನವಾಡಿ ಕಾರ್ಯಕರ್ತೆಯರಿಗೆ ವೇತನ ಹೆಚ್ಚಿಸಲು ಹಣವಿಲ್ಲ ಎಂದು ಹೇಳುತ್ತಿದ್ದಾರೆ. ಅವರ ಹಿಂದಿನ ನಡೆಯೇನು?: [588, 1989, 839, 2071]
insurance-photo: [359, 209, 670, 385]
headline: ಆರೋಗ್ಯ ಸೇವೆ ಉತ್ತಮಗೊಳಿಸುವುದೇ ಆದ್ಯತೆ: [862, 2187, 1214, 2216]
body-text: ಆದರೆ ಕುಂಭಾಭಿಷೇಕ ಮಹೋತ್ಸವದ ಅಂಗವಾಗಿ ಭಕ್ತರಿಗೆ ಅನ್ನಸಂತರ್ಪಣೆ ಹಾಗೂ ಸಾಂಸ್ಕೃತಿಕ ಕಾರ್ಯಕ್ರಮಗಳನ್ನು ಆಯೋಜಿಸಲಾಗಿದೆ. ನಾಡಿನ ವಿವಿಧ ಮಠಾಧೀಶರು ಮತ್ತು ಗಣ್ಯರು ಭಾಗವಹಿಸಲಿದ್ದಾರೆ ಎಂದು ತಿಳಿಸಿದರು.: [571, 1453, 803, 1519]
body-text: ಅಪಘಾತದ ಅನಿರೀಕ್ಷಿತವಾಗಿ ಆಗುತ್ತದೆ, ಅಂತಹ ಸಂದರ್ಭದಲ್ಲಿ ಅವರ ಕುಟುಂಬಗಳಿಗೆ ಆಸರೆ ಇರಬೇಕು ಎಂದು ತಿಳಿಸಿದರು. ಈ ಹಿಂದೆ ಸಂಸ್ಥೆಯ ಅಧಿಕಾರಿಗಳಿಗೆ ತಲಾ 3 ಲಕ್ಷ ರೂ.ನೀಡಲಾಗುತ್ತಿತ್ತು, ಇದೀಗ 10 ಲಕ್ಷ ರೂ.ಗೆ ಹೆಚ್ಚಿಸಲಾಗಿದೆ.: [41, 448, 347, 517]
separator-band: [41, 1869, 1505, 1873]
column-divider: [809, 1202, 811, 1863]
inset-title: 650 ಬಿದಿರಿನ ಗಿಡ ಬೆಳೆಸುವ ಚಿಂತನೆ: [700, 973, 1008, 1003]
